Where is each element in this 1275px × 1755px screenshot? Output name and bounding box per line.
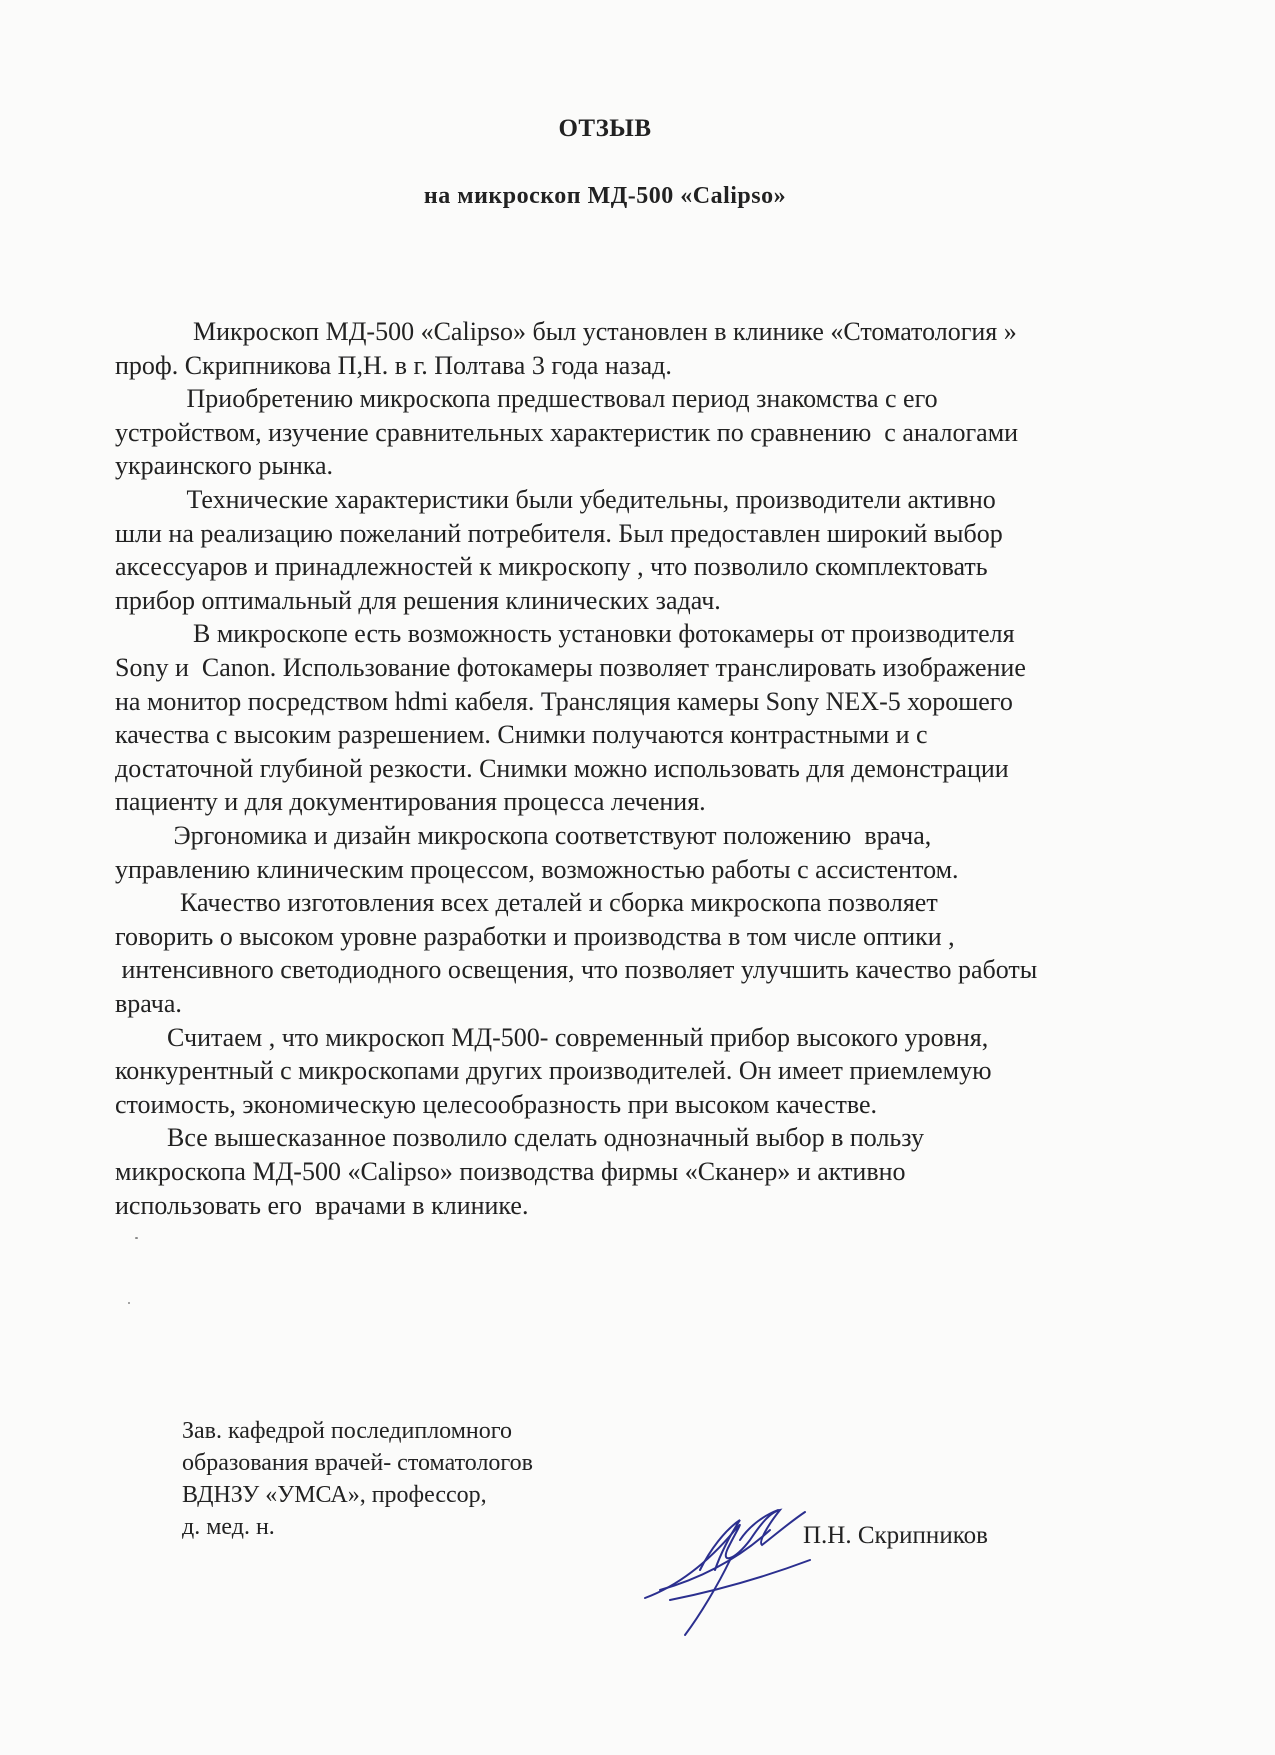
body-line: Считаем , что микроскоп МД-500- современный прибор высокого уровня, bbox=[115, 1022, 989, 1052]
body-line: говорить о высоком уровне разработки и производства в том числе оптики , bbox=[115, 921, 955, 951]
body-line: шли на реализацию пожеланий потребителя. Был предоставлен широкий выбор bbox=[115, 518, 1003, 548]
document-title: ОТЗЫВ bbox=[558, 115, 652, 142]
body-line: на монитор посредством hdmi кабеля. Трансляция камеры Sony NEX-5 хорошего bbox=[115, 686, 1013, 716]
body-line: управлению клиническим процессом, возможностью работы с ассистентом. bbox=[115, 854, 959, 884]
body-line: микроскопа МД-500 «Calipso» поизводства фирмы «Сканер» и активно bbox=[115, 1157, 906, 1186]
body-line: Качество изготовления всех деталей и сборка микроскопа позволяет bbox=[115, 888, 938, 918]
signature-line: образования врачей- стоматологов bbox=[182, 1450, 534, 1476]
signer-name: П.Н. Скрипников bbox=[803, 1522, 988, 1549]
body-line: проф. Скрипникова П,Н. в г. Полтава 3 года назад. bbox=[115, 350, 672, 380]
body-line: Sony и Canon. Использование фотокамеры позволяет транслировать изображение bbox=[115, 653, 1026, 682]
body-line: качества с высоким разрешением. Снимки получаются контрастными и с bbox=[115, 720, 928, 750]
body-line: конкурентный с микроскопами других производителей. Он имеет приемлемую bbox=[115, 1056, 992, 1086]
body-line: В микроскопе есть возможность установки фотокамеры от производителя bbox=[115, 619, 1015, 649]
body-line: Эргономика и дизайн микроскопа соответствуют положению врача, bbox=[115, 821, 932, 850]
scan-speck bbox=[135, 1237, 138, 1239]
body-line: Приобретению микроскопа предшествовал период знакомства с его bbox=[115, 384, 938, 414]
scan-speck bbox=[128, 1302, 130, 1304]
body-line: Все вышесказанное позволило сделать однозначный выбор в пользу bbox=[115, 1123, 925, 1153]
body-line: устройством, изучение сравнительных характеристик по сравнению с аналогами bbox=[115, 417, 1019, 447]
signature-line: д. мед. н. bbox=[182, 1514, 275, 1540]
body-line: прибор оптимальный для решения клинических задач. bbox=[115, 585, 721, 615]
body-line: Микроскоп МД-500 «Calipso» был установлен в клинике «Стоматология » bbox=[115, 317, 1017, 346]
body-line: пациенту и для документирования процесса лечения. bbox=[115, 787, 706, 817]
body-line: стоимость, экономическую целесообразность при высоком качестве. bbox=[115, 1089, 878, 1119]
signature-block bbox=[182, 1415, 533, 1543]
body-line: украинского рынка. bbox=[115, 451, 334, 481]
body-line: аксессуаров и принадлежностей к микроскопу , что позволило скомплектовать bbox=[115, 552, 988, 582]
body-line: использовать его врачами в клинике. bbox=[115, 1190, 529, 1220]
document-subtitle: на микроскоп МД-500 «Calipso» bbox=[423, 183, 787, 209]
body-line: достаточной глубиной резкости. Снимки можно использовать для демонстрации bbox=[115, 753, 1009, 783]
handwritten-signature-icon bbox=[640, 1490, 820, 1640]
signature-line: Зав. кафедрой последипломного bbox=[182, 1418, 512, 1444]
body-line: врача. bbox=[115, 989, 182, 1018]
body-line: интенсивного светодиодного освещения, что позволяет улучшить качество работы bbox=[115, 955, 1038, 985]
body-line: Технические характеристики были убедительны, производители активно bbox=[115, 485, 996, 514]
signature-line: ВДНЗУ «УМСА», профессор, bbox=[182, 1482, 487, 1508]
